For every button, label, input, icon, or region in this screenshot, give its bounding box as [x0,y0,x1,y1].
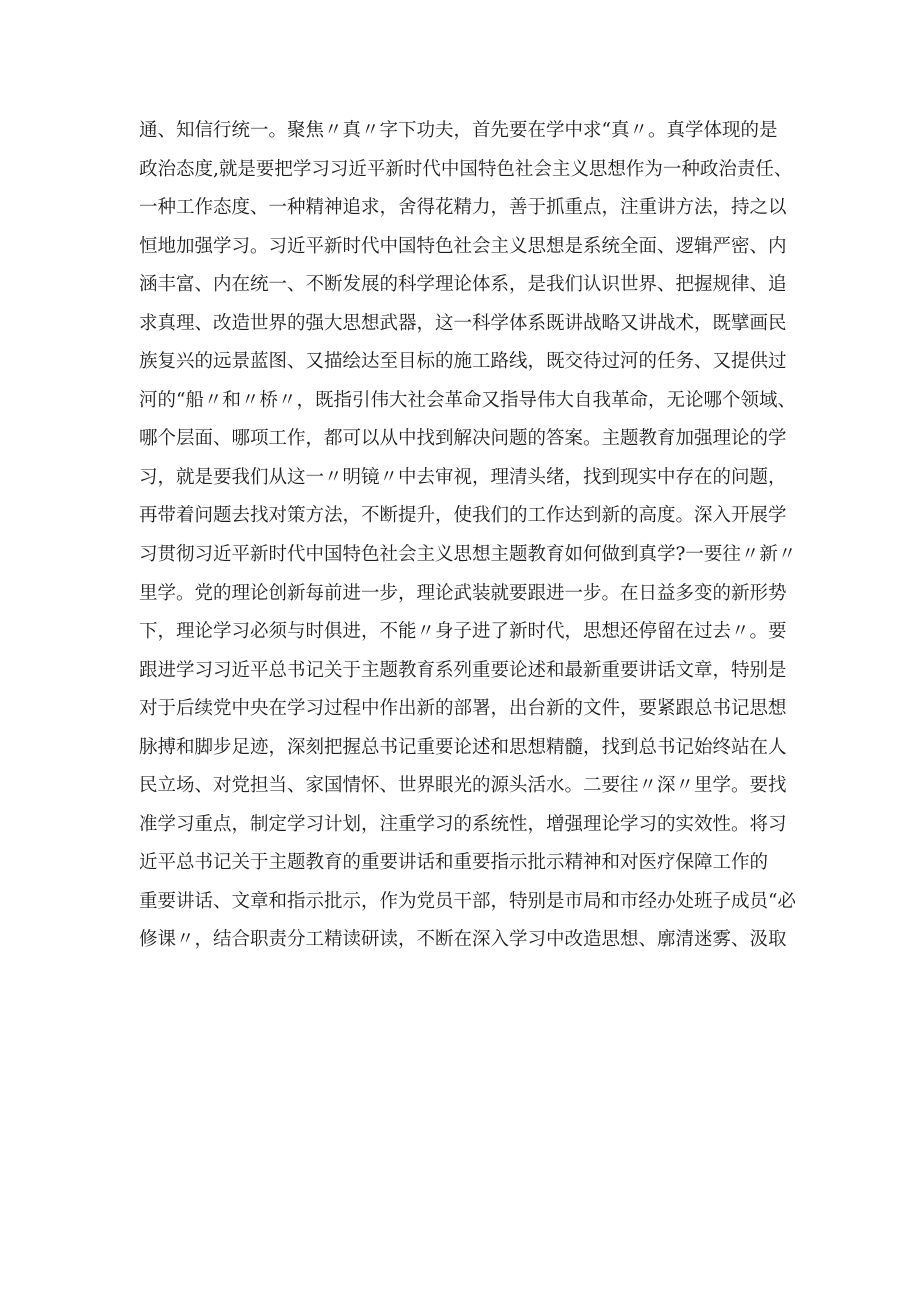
text-line: 跟进学习习近平总书记关于主题教育系列重要论述和最新重要讲话文章，特别是 [139,659,787,681]
text-line: 民立场、对党担当、家国情怀、世界眼光的源头活水。二要往〃深〃里学。要找 [139,775,787,797]
text-line: 脉搏和脚步足迹，深刻把握总书记重要论述和思想精髓，找到总书记始终站在人 [139,736,787,758]
text-line: 习，就是要我们从这一〃明镜〃中去审视，理清头绪，找到现实中存在的问题， [139,466,787,488]
text-line: 政治态度,就是要把学习习近平新时代中国特色社会主义思想作为一种政治责任、 [139,158,793,180]
text-line: 求真理、改造世界的强大思想武器，这一科学体系既讲战略又讲战术，既擘画民 [139,312,787,334]
text-line: 下，理论学习必须与时俱进，不能〃身子进了新时代，思想还停留在过去〃。要 [139,621,787,643]
body-text [139,112,799,960]
text-line: 里学。党的理论创新每前进一步，理论武装就要跟进一步。在日益多变的新形势 [139,582,787,604]
text-line: 习贯彻习近平新时代中国特色社会主义思想主题教育如何做到真学?一要往〃新〃 [139,544,797,566]
text-line: 修课〃，结合职责分工精读研读，不断在深入学习中改造思想、廓清迷雾、汲取 [139,929,787,951]
text-line: 恒地加强学习。习近平新时代中国特色社会主义思想是系统全面、逻辑严密、内 [139,235,787,257]
text-line: 准学习重点，制定学习计划，注重学习的系统性，增强理论学习的实效性。将习 [139,813,787,835]
text-line: 哪个层面、哪项工作，都可以从中找到解决问题的答案。主题教育加强理论的学 [139,428,787,450]
text-line: 通、知信行统一。聚焦〃真〃字下功夫，首先要在学中求“真〃。真学体现的是 [139,120,778,141]
text-line: 对于后续党中央在学习过程中作出新的部署，出台新的文件，要紧跟总书记思想 [139,698,787,720]
text-line: 一种工作态度、一种精神追求，舍得花精力，善于抓重点，注重讲方法，持之以 [139,197,787,219]
text-line: 再带着问题去找对策方法，不断提升，使我们的工作达到新的高度。深入开展学 [139,505,787,527]
text-line: 涵丰富、内在统一、不断发展的科学理论体系，是我们认识世界、把握规律、追 [139,274,787,296]
text-line: 重要讲话、文章和指示批示，作为党员干部，特别是市局和市经办处班子成员“必 [139,890,796,912]
text-line: 族复兴的远景蓝图、又描绘达至目标的施工路线，既交待过河的任务、又提供过 [139,351,787,373]
text-line: 近平总书记关于主题教育的重要讲话和重要指示批示精神和对医疗保障工作的 [139,852,769,874]
text-line: 河的“船〃和〃桥〃，既指引伟大社会革命又指导伟大自我革命，无论哪个领域、 [139,389,796,411]
